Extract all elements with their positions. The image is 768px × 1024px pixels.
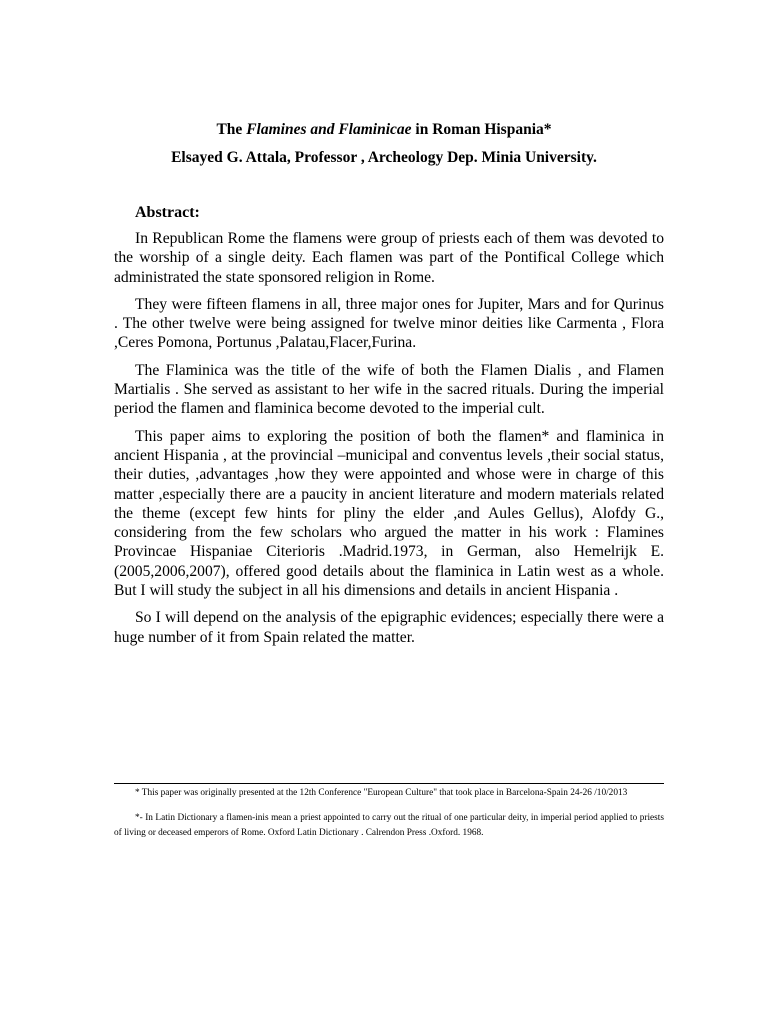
footnote-divider [114,783,664,784]
title-prefix: The [216,121,247,138]
title-suffix: in Roman Hispania* [411,121,552,138]
footnotes [114,786,664,851]
author-line: Elsayed G. Attala, Professor , Archeology Dep. Minia University. [171,149,597,166]
paragraph-4: This paper aims to exploring the position of both the flamen* and flaminica in ancient Hispania , at the provincial –municipal and conventus levels ,their social status, their duties, ,advantages ,how they were appointed and whose were in charge of this matter ,especially there are a paucity in ancient literature and modern materials related the theme (except few hints for pliny the elder ,and Aules Gellus), Alofdy G., considering from the few scholars who argued the matter in his work : Flamines Provincae Hispaniae Citerioris .Madrid.1973, in German, also Hemelrijk E.(2005,2006,2007), offered good details about the flaminica in Latin west as a whole. But I will study the subject in all his dimensions and details in ancient Hispania . [114,427,664,600]
paragraph-3: The Flaminica was the title of the wife of both the Flamen Dialis , and Flamen Martialis . She served as assistant to her wife in the sacred rituals. During the imperial period the flamen and flaminica become devoted to the imperial cult. [114,361,664,418]
paragraph-2: They were fifteen flamens in all, three major ones for Jupiter, Mars and for Qurinus . The other twelve were being assigned for twelve minor deities like Carmenta , Flora ,Ceres Pomona, Portunus ,Palatau,Flacer,Furina. [114,295,664,352]
paragraph-5: So I will depend on the analysis of the epigraphic evidences; especially there were a huge number of it from Spain related the matter. [114,609,664,646]
paper-title [0,121,768,139]
abstract-heading: Abstract: [135,204,200,221]
abstract-body [114,229,664,655]
footnote-1: * This paper was originally presented at the 12th Conference "European Culture" that took place in Barcelona-Spain 24-26 /10/2013 [135,788,628,798]
title-italic: Flamines and Flaminicae [246,121,412,138]
paragraph-1: In Republican Rome the flamens were group of priests each of them was devoted to the worship of a single deity. Each flamen was part of the Pontifical College which administrated the state sponsored religion in Rome. [114,230,664,286]
footnote-2: *- In Latin Dictionary a flamen-inis mean a priest appointed to carry out the ritual of one particular deity, in imperial period applied to priests of living or deceased emperors of Rome. Oxford Latin Dictionary . Calrendon Press .Oxford. 1968. [114,812,664,838]
